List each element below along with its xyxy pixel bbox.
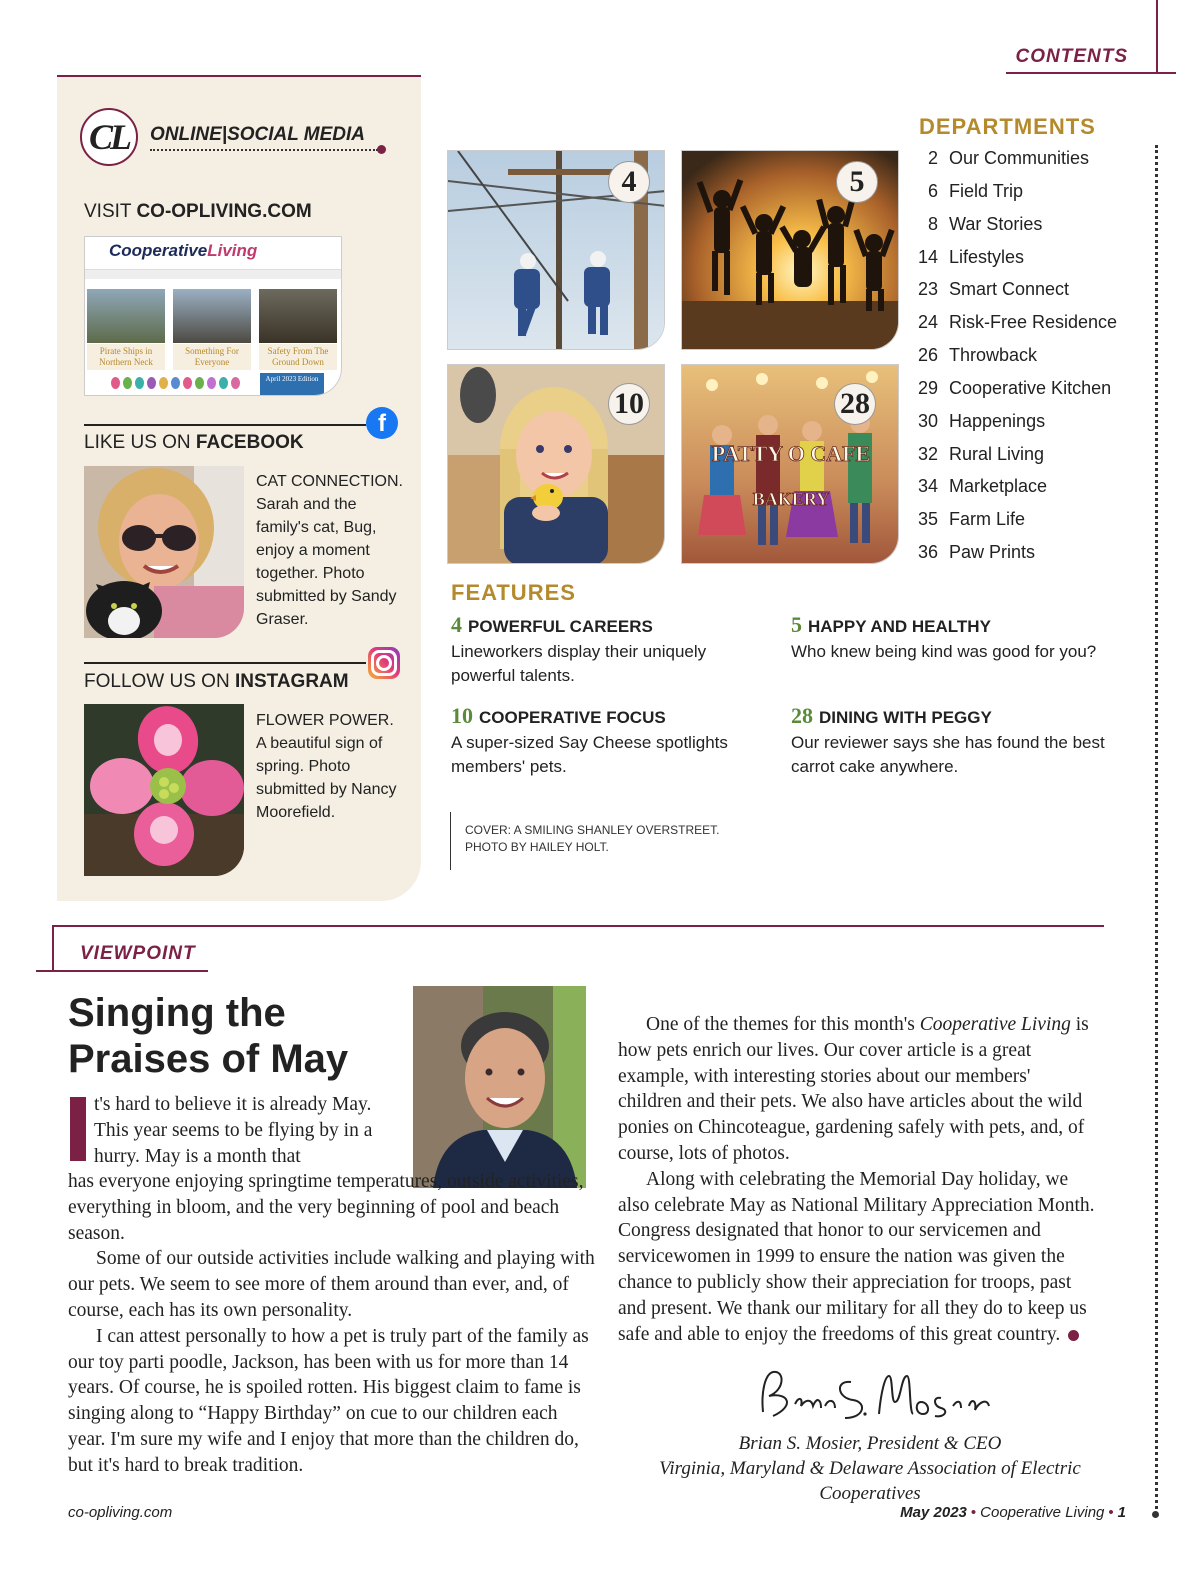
tile-patty-o-cafe[interactable] bbox=[681, 364, 899, 564]
instagram-prefix: FOLLOW US ON bbox=[84, 671, 235, 692]
egg-icon bbox=[123, 377, 132, 389]
egg-icon bbox=[207, 377, 216, 389]
dept-page: 8 bbox=[927, 214, 938, 234]
website-caption-2: Something For Everyone bbox=[173, 344, 251, 370]
viewpoint-label: VIEWPOINT bbox=[80, 943, 196, 964]
ceo-portrait bbox=[413, 986, 586, 1188]
dept-page: 32 bbox=[917, 444, 938, 464]
dept-page: 35 bbox=[917, 509, 938, 529]
feature-item[interactable] bbox=[451, 703, 771, 779]
egg-icon bbox=[231, 377, 240, 389]
cat-connection-photo bbox=[84, 466, 244, 638]
egg-icon bbox=[171, 377, 180, 389]
heading-dotted-rule bbox=[150, 149, 378, 151]
instagram-icon[interactable] bbox=[368, 647, 400, 679]
feature-desc: A super-sized Say Cheese spotlights members' pets. bbox=[451, 733, 728, 776]
article-paragraph bbox=[618, 1167, 1096, 1348]
section-rule bbox=[1006, 72, 1176, 74]
instagram-photo-caption: FLOWER POWER. A beautiful sign of spring. Photo submitted by Nancy Moorefield. bbox=[256, 712, 397, 821]
dept-item[interactable] bbox=[914, 211, 1042, 237]
feature-title: DINING WITH PEGGY bbox=[819, 708, 992, 727]
egg-icon bbox=[147, 377, 156, 389]
cover-note-rule bbox=[450, 812, 451, 870]
instagram-rule bbox=[84, 662, 366, 664]
facebook-prefix: LIKE US ON bbox=[84, 432, 196, 453]
egg-icon bbox=[159, 377, 168, 389]
feature-item[interactable] bbox=[451, 612, 771, 688]
feature-page: 4 bbox=[451, 612, 462, 637]
signature-organization: Virginia, Maryland & Delaware Association of Electric Cooperatives bbox=[659, 1458, 1081, 1504]
tile-page-number: 4 bbox=[608, 161, 650, 203]
viewpoint-rule-bottom bbox=[36, 970, 208, 972]
dept-page: 2 bbox=[927, 148, 938, 168]
facebook-name: FACEBOOK bbox=[195, 432, 304, 453]
dept-title: Happenings bbox=[949, 411, 1046, 431]
website-link[interactable]: CO-OPLIVING.COM bbox=[136, 201, 312, 222]
article-title: Singing the Praises of May bbox=[68, 991, 349, 1081]
article-column-2 bbox=[618, 1012, 1096, 1347]
signature-name: Brian S. Mosier, President & CEO bbox=[738, 1433, 1002, 1454]
cafe-sign-line-2: BAKERY bbox=[752, 489, 830, 509]
feature-page: 5 bbox=[791, 612, 802, 637]
dogwood-flower-illustration bbox=[84, 704, 244, 876]
feature-page: 28 bbox=[791, 703, 813, 728]
viewpoint-rule-top bbox=[52, 925, 1104, 927]
tile-girl-with-chick[interactable] bbox=[447, 364, 665, 564]
dept-title: Marketplace bbox=[949, 476, 1048, 496]
dept-title: Cooperative Kitchen bbox=[949, 378, 1112, 398]
facebook-heading bbox=[84, 432, 304, 454]
footer-website[interactable]: co-opliving.com bbox=[68, 1504, 173, 1521]
paragraph-text: Along with celebrating the Memorial Day holiday, we also celebrate May as National Military Appreciation Month. Congress designated that honor to our servicemen and servicewomen in 1999 to ensure the nation was given the chance to publicly show their appreciation for troops, past and present. We thank our military for all they do to keep us safe and able to enjoy the freedoms of this great country. bbox=[618, 1168, 1095, 1345]
dept-item[interactable] bbox=[914, 506, 1025, 532]
website-logo-accent: Living bbox=[207, 241, 258, 260]
footer-issue-info bbox=[900, 1504, 1126, 1521]
dept-page: 26 bbox=[917, 345, 938, 365]
dept-item[interactable] bbox=[914, 539, 1035, 565]
tile-page-number: 5 bbox=[836, 161, 878, 203]
dept-item[interactable] bbox=[914, 342, 1037, 368]
dept-item[interactable] bbox=[914, 178, 1023, 204]
visit-website-heading[interactable] bbox=[84, 201, 312, 223]
footer-magazine: Cooperative Living bbox=[980, 1504, 1105, 1521]
article-paragraph bbox=[618, 1012, 1096, 1167]
dept-page: 6 bbox=[927, 181, 938, 201]
cover-note-line-2: PHOTO BY HAILEY HOLT. bbox=[465, 840, 609, 854]
dept-item[interactable] bbox=[914, 276, 1069, 302]
signature-block bbox=[610, 1431, 1130, 1506]
footer-separator-dot: • bbox=[970, 1504, 977, 1521]
cafe-sign-line-1: PATTY O CAFE bbox=[711, 441, 871, 466]
tile-lineworkers[interactable] bbox=[447, 150, 665, 350]
dept-title: Smart Connect bbox=[949, 279, 1070, 299]
website-photo-3 bbox=[259, 289, 337, 343]
paragraph-text: is how pets enrich our lives. Our cover article is a great example, with interesting stories about our members' children and their pets. We also have articles about the wild ponies on Chincoteague, gardening safely with pets, and, of course, lots of photos. bbox=[618, 1014, 1089, 1164]
dept-page: 24 bbox=[917, 312, 938, 332]
instagram-heading bbox=[84, 671, 349, 693]
dept-item[interactable] bbox=[914, 408, 1045, 434]
dept-page: 29 bbox=[917, 378, 938, 398]
page-edge-dotted-rule bbox=[1155, 145, 1158, 1515]
signature-illustration bbox=[755, 1362, 995, 1430]
instagram-name: INSTAGRAM bbox=[234, 671, 349, 692]
tile-page-number: 28 bbox=[834, 383, 876, 425]
egg-icon bbox=[135, 377, 144, 389]
cover-note bbox=[465, 822, 720, 856]
departments-heading: DEPARTMENTS bbox=[919, 114, 1096, 139]
dept-title: Our Communities bbox=[949, 148, 1090, 168]
section-label: CONTENTS bbox=[1015, 46, 1128, 67]
website-logo bbox=[109, 241, 257, 261]
woman-with-cat-illustration bbox=[84, 466, 244, 638]
dept-page: 34 bbox=[917, 476, 938, 496]
dept-title: Throwback bbox=[949, 345, 1038, 365]
features-heading: FEATURES bbox=[451, 580, 576, 605]
heading-dot bbox=[377, 145, 386, 154]
dept-title: War Stories bbox=[949, 214, 1043, 234]
feature-item[interactable] bbox=[791, 703, 1111, 779]
tile-sunset-jump[interactable] bbox=[681, 150, 899, 350]
visit-prefix: VISIT bbox=[84, 201, 137, 222]
article-paragraph: I can attest personally to how a pet is truly part of the family as our toy parti poodle, Jackson, has been with us for more than 14 years. Of course, he is spoiled rotten. His biggest claim to fame is singing along to “Happy Birthday” on cue to our children each year. I'm sure my wife and I enjoy that more than the children do, but it's hard to break tradition. bbox=[68, 1325, 589, 1476]
tile-page-number: 10 bbox=[608, 383, 650, 425]
article-paragraph: Some of our outside activities include walking and playing with our pets. We seem to see more of them around than ever, and, of course, each has its own personality. bbox=[68, 1248, 595, 1321]
facebook-rule bbox=[84, 424, 366, 426]
facebook-icon[interactable]: f bbox=[366, 407, 398, 439]
feature-title: HAPPY AND HEALTHY bbox=[808, 617, 991, 636]
website-edition-badge: April 2023 Edition bbox=[260, 373, 324, 395]
paragraph-text: One of the themes for this month's bbox=[646, 1014, 920, 1035]
article-column-1 bbox=[68, 1169, 598, 1479]
dept-item[interactable] bbox=[914, 375, 1111, 401]
dept-title: Risk-Free Residence bbox=[949, 312, 1118, 332]
website-photo-1 bbox=[87, 289, 165, 343]
dept-item[interactable] bbox=[914, 441, 1044, 467]
website-nav-bar bbox=[85, 269, 341, 279]
header-vertical-rule bbox=[1156, 0, 1158, 74]
cl-logo: CL bbox=[80, 108, 138, 166]
feature-desc: Who knew being kind was good for you? bbox=[791, 642, 1097, 661]
dept-title: Farm Life bbox=[949, 509, 1026, 529]
egg-icon bbox=[111, 377, 120, 389]
magazine-name-italic: Cooperative Living bbox=[919, 1014, 1071, 1035]
article-intro: t's hard to believe it is already May. This year seems to be flying by in a hurry. May is a month that bbox=[94, 1094, 373, 1167]
dept-page: 30 bbox=[917, 411, 938, 431]
footer-end-dot bbox=[1152, 1511, 1159, 1518]
dept-item[interactable] bbox=[914, 145, 1089, 171]
feature-desc: Lineworkers display their uniquely powerful talents. bbox=[451, 642, 707, 685]
drop-cap bbox=[70, 1097, 86, 1161]
egg-icon bbox=[195, 377, 204, 389]
feature-item[interactable] bbox=[791, 612, 1111, 664]
footer-issue: May 2023 bbox=[900, 1504, 967, 1521]
feature-title: COOPERATIVE FOCUS bbox=[479, 708, 666, 727]
website-screenshot bbox=[84, 236, 342, 396]
end-mark-dot bbox=[1068, 1330, 1079, 1341]
website-logo-main: Cooperative bbox=[109, 241, 208, 260]
dept-title: Paw Prints bbox=[949, 542, 1036, 562]
feature-page: 10 bbox=[451, 703, 473, 728]
footer-separator-dot: • bbox=[1108, 1504, 1114, 1521]
dept-page: 23 bbox=[917, 279, 938, 299]
egg-icon bbox=[183, 377, 192, 389]
handwritten-signature bbox=[755, 1362, 995, 1430]
online-social-heading: ONLINE|SOCIAL MEDIA bbox=[150, 124, 366, 145]
dept-item[interactable] bbox=[914, 244, 1024, 270]
website-caption-3: Safety From The Ground Down bbox=[259, 344, 337, 370]
footer-page-number: 1 bbox=[1117, 1504, 1126, 1521]
cover-note-line-1: COVER: A SMILING SHANLEY OVERSTREET. bbox=[465, 823, 720, 837]
dept-title: Field Trip bbox=[949, 181, 1024, 201]
viewpoint-rule-left bbox=[52, 925, 54, 971]
dept-title: Rural Living bbox=[949, 444, 1045, 464]
website-photo-2 bbox=[173, 289, 251, 343]
website-caption-1: Pirate Ships in Northern Neck bbox=[87, 344, 165, 370]
flower-power-photo bbox=[84, 704, 244, 876]
dept-item[interactable] bbox=[914, 309, 1117, 335]
ceo-portrait-illustration bbox=[413, 986, 586, 1188]
feature-desc: Our reviewer says she has found the best carrot cake anywhere. bbox=[791, 733, 1105, 776]
feature-title: POWERFUL CAREERS bbox=[468, 617, 653, 636]
facebook-photo-caption: CAT CONNECTION. Sarah and the family's cat, Bug, enjoy a moment together. Photo submitted by Sandy Graser. bbox=[256, 473, 403, 628]
dept-item[interactable] bbox=[914, 473, 1047, 499]
dept-page: 36 bbox=[917, 542, 938, 562]
egg-icon bbox=[219, 377, 228, 389]
dept-page: 14 bbox=[917, 247, 938, 267]
dept-title: Lifestyles bbox=[949, 247, 1025, 267]
article-paragraph: has everyone enjoying springtime temperatures, outside activities, everything in bloom, and the very beginning of pool and beach season. bbox=[68, 1171, 584, 1244]
